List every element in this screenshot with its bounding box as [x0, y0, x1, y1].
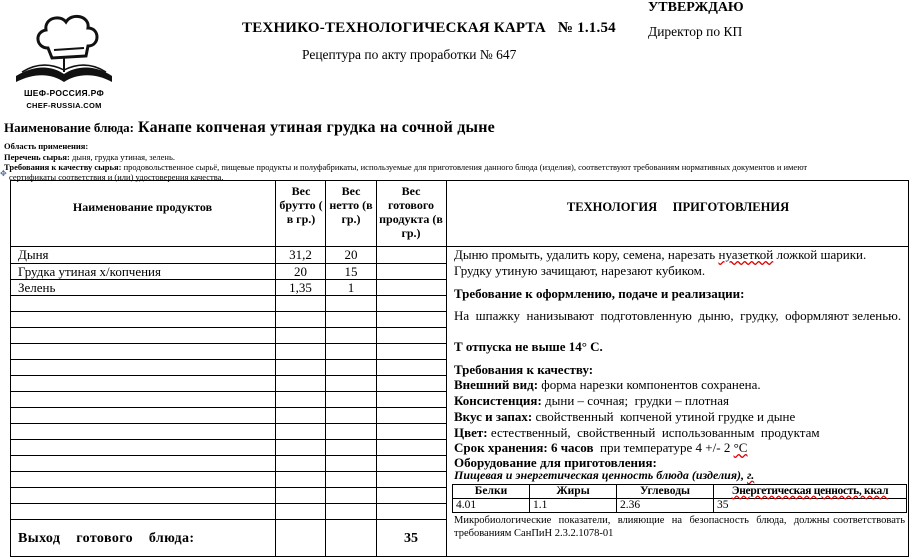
serving-temp-text: Т отпуска не выше 14° С.	[454, 339, 603, 354]
tech-step-1-word: нуазеткой	[718, 247, 774, 262]
yield-value: 35	[404, 531, 418, 546]
row-divider	[10, 311, 446, 312]
row-divider	[10, 391, 446, 392]
nutrition-value: 1.1	[530, 499, 617, 513]
storage-label: Срок хранения:	[454, 440, 548, 455]
col-divider	[376, 180, 377, 557]
nutrition-value: 35	[714, 499, 907, 513]
quality-text: продовольственное сырьё, пищевые продукты и полуфабрикаты, используемые для приготовления данного блюда (изделия), соответствуют требованиям нормативных документов и имеют	[123, 162, 808, 172]
serving-text: На шпажку нанизывают подготовленную дыню, грудку, оформляют зеленью.	[454, 308, 902, 323]
serving-temp	[454, 339, 906, 354]
row-divider	[10, 327, 446, 328]
nutrition-table	[452, 484, 907, 513]
color-text: естественный, свойственный использованным продуктам	[487, 425, 820, 440]
appearance-line	[454, 377, 906, 392]
recipe-act: Рецептура по акту проработки № 647	[302, 47, 517, 62]
ingredient-net: 15	[344, 264, 358, 279]
serving-title	[454, 286, 906, 301]
nutrition-header: Углеводы	[617, 485, 714, 499]
appearance-text: форма нарезки компонентов сохранена.	[538, 377, 761, 392]
col-header-name: Наименование продуктов	[72, 200, 213, 214]
consistency-text: дыни – сочная; грудки – плотная	[541, 393, 729, 408]
dish-name-line	[4, 119, 495, 137]
tech-step-2: Грудку утиную зачищают, нарезают кубиком.	[454, 263, 706, 278]
ingredient-name: Грудка утиная х/копчения	[18, 264, 161, 279]
col-divider	[325, 180, 326, 557]
row-divider	[10, 343, 446, 344]
logo-text-ru: ШЕФ-РОССИЯ.РФ	[23, 88, 105, 98]
approve-label: УТВЕРЖДАЮ	[648, 0, 744, 15]
nutrition-title-text: Пищевая и энергетическая ценность блюда (изделия),	[454, 468, 748, 482]
nutrition-title	[454, 468, 906, 483]
color-line	[454, 425, 906, 440]
dish-label: Наименование блюда:	[4, 120, 134, 135]
storage-line	[454, 440, 906, 455]
nutrition-header: Белки	[453, 485, 530, 499]
quality-title-text: Требования к качеству:	[454, 362, 594, 377]
quality-title	[454, 362, 906, 377]
storage-unit: °С	[733, 440, 748, 455]
card-title-text: ТЕХНИКО-ТЕХНОЛОГИЧЕСКАЯ КАРТА	[242, 20, 546, 36]
nutrition-header-row	[453, 485, 907, 499]
scope-label: Область применения:	[4, 141, 89, 151]
row-divider	[10, 423, 446, 424]
logo-text-en: CHEF-RUSSIA.COM	[26, 101, 102, 110]
color-label: Цвет:	[454, 425, 488, 440]
storage-text: при температуре 4 +/- 2	[593, 440, 734, 455]
scope-line	[4, 141, 88, 151]
equipment-label: Оборудование для приготовления:	[454, 455, 657, 470]
raw-list-text: дыня, грудка утиная, зелень.	[71, 152, 175, 162]
nutrition-value: 4.01	[453, 499, 530, 513]
quality-line	[4, 162, 807, 172]
chef-hat-book-icon	[8, 6, 120, 90]
ingredient-gross: 1,35	[289, 280, 312, 295]
serving-title-text: Требование к оформлению, подаче и реализации:	[454, 286, 745, 301]
col-header-tech: ТЕХНОЛОГИЯ ПРИГОТОВЛЕНИЯ	[566, 200, 790, 214]
nutrition-value: 2.36	[617, 499, 714, 513]
tech-step-1-a: Дыню промыть, удалить кору, семена, нарезать	[454, 247, 719, 262]
row-divider	[10, 519, 446, 520]
raw-list-line	[4, 152, 175, 162]
quality-line-2: сертификаты соответствия и (или) удостоверения качества.	[9, 172, 224, 182]
col-divider	[446, 180, 447, 557]
nutrition-title-unit: г.	[747, 468, 755, 482]
ingredient-net: 20	[344, 247, 358, 262]
row-divider	[10, 487, 446, 488]
quality-label: Требования к качеству сырья:	[4, 162, 122, 172]
row-divider	[10, 295, 446, 296]
row-divider	[10, 503, 446, 504]
ingredient-name: Дыня	[18, 247, 49, 262]
row-divider	[10, 359, 446, 360]
ingredient-gross: 31,2	[289, 247, 312, 262]
appearance-label: Внешний вид:	[454, 377, 539, 392]
row-divider	[10, 439, 446, 440]
nutrition-header	[714, 485, 907, 499]
tech-step-1-b: ложкой шарики.	[773, 247, 867, 262]
col-header-ready: Вес готового продукта (в гр.)	[379, 184, 443, 240]
ingredient-gross: 20	[294, 264, 307, 279]
ingredient-net: 1	[347, 280, 355, 295]
ingredient-name: Зелень	[18, 280, 56, 295]
nutrition-header-energy: Энергетическая ценность, ккал	[731, 485, 889, 497]
consistency-line	[454, 393, 906, 408]
consistency-label: Консистенция:	[454, 393, 542, 408]
taste-label: Вкус и запах:	[454, 409, 533, 424]
row-divider	[10, 455, 446, 456]
yield-label: Выход готового блюда:	[18, 531, 195, 546]
chef-russia-logo	[8, 6, 120, 114]
row-divider	[10, 471, 446, 472]
move-anchor-icon[interactable]: ✥	[0, 169, 7, 178]
nutrition-values-row	[453, 499, 907, 513]
col-header-gross: Вес брутто ( в гр.)	[279, 184, 323, 226]
taste-text: свойственный копченой утиной грудке и дыне	[532, 409, 796, 424]
col-header-net: Вес нетто (в гр.)	[329, 184, 373, 226]
raw-list-label: Перечень сырья:	[4, 152, 70, 162]
row-divider	[10, 375, 446, 376]
dish-name: Канапе копченая утиная грудка на сочной дыне	[137, 119, 495, 136]
row-divider	[10, 407, 446, 408]
card-title	[242, 20, 616, 37]
micro-text: Микробиологические показатели, влияющие на безопасность блюда, должны соответствовать требованиям СанПиН 2.3.2.1078-01	[454, 515, 908, 539]
nutrition-header: Жиры	[530, 485, 617, 499]
col-divider	[275, 180, 276, 557]
taste-line	[454, 409, 906, 424]
card-number: № 1.1.54	[557, 20, 616, 36]
director-label: Директор по КП	[648, 24, 743, 39]
storage-time: 6 часов	[547, 440, 594, 455]
tech-step-1	[454, 247, 906, 262]
